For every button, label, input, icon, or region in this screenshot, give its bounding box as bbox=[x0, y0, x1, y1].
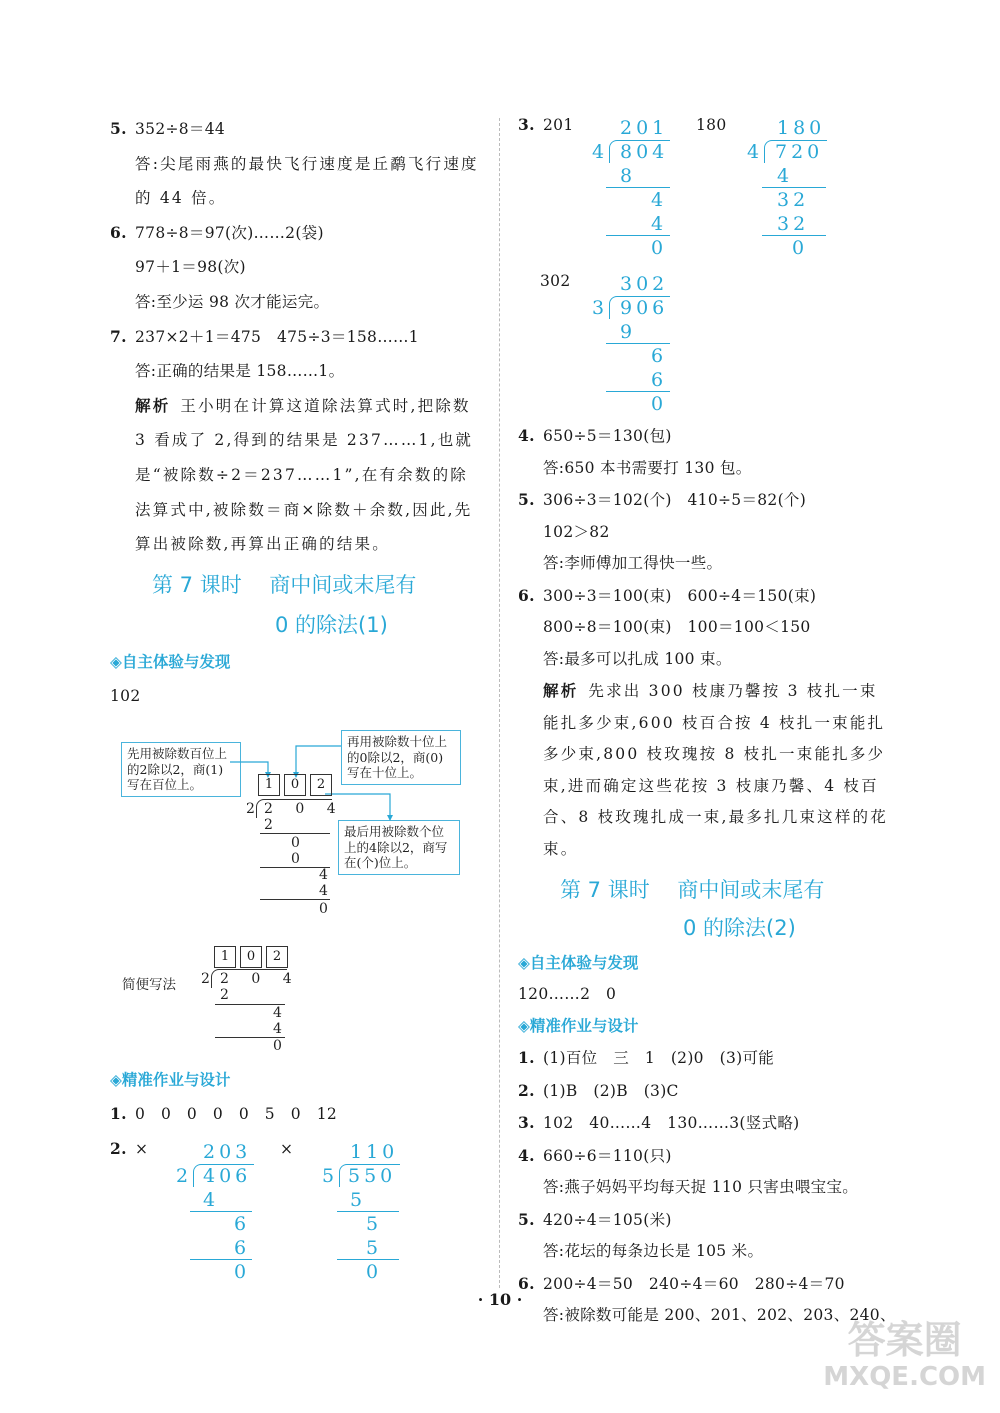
quotient: 180 bbox=[777, 117, 826, 139]
q3-answer-1: 3. 201 bbox=[518, 115, 574, 134]
q6-line: 6. 778÷8＝97(次)……2(袋) bbox=[110, 222, 324, 242]
q3-answer-3: 302 bbox=[540, 272, 571, 290]
step-2: 5 bbox=[366, 1213, 383, 1235]
h6-answer: 答:被除数可能是 200、201、202、203、240、 bbox=[543, 1306, 896, 1324]
step-1: 2 bbox=[220, 987, 239, 1003]
quotient-box-tens: 0 bbox=[240, 946, 262, 968]
h4-answer: 答:燕子妈妈平均每天捉 110 只害虫喂宝宝。 bbox=[543, 1178, 859, 1196]
divisor: 4 bbox=[592, 141, 609, 163]
h5-line: 5. 420÷4＝105(米) bbox=[518, 1209, 672, 1229]
quotient-box-hundreds: 1 bbox=[214, 946, 236, 968]
step-4: 0 bbox=[651, 393, 668, 415]
note-tens: 再用被除数十位上的0除以2，商(0)写在十位上。 bbox=[341, 730, 461, 785]
step-1: 4 bbox=[203, 1189, 220, 1211]
analysis-tag: 解析 bbox=[543, 681, 579, 700]
step-1: 4 bbox=[777, 165, 794, 187]
quotient: 201 bbox=[620, 117, 669, 139]
step-6: 0 bbox=[319, 901, 338, 917]
step-2: 6 bbox=[234, 1213, 251, 1235]
h5-answer: 答:花坛的每条边长是 105 米。 bbox=[543, 1242, 764, 1260]
step-1: 8 bbox=[620, 165, 637, 187]
step-3: 5 bbox=[366, 1237, 383, 1259]
q5-answer: 答:李师傅加工得快一些。 bbox=[543, 554, 723, 572]
lesson-subtitle: 0 的除法(1) bbox=[275, 612, 388, 637]
step-4: 0 bbox=[651, 237, 668, 259]
watermark-logo bbox=[823, 1318, 986, 1392]
divisor: 2 bbox=[176, 1165, 193, 1187]
step-3: 6 bbox=[651, 369, 668, 391]
section-explore: ◈自主体验与发现 bbox=[110, 652, 231, 671]
section-explore: ◈自主体验与发现 bbox=[518, 954, 639, 972]
section-homework: ◈精准作业与设计 bbox=[518, 1016, 639, 1035]
dividend: 804 bbox=[620, 141, 669, 163]
lesson-title: 第 7 课时 商中间或末尾有 bbox=[152, 572, 417, 597]
h6-line: 6. 200÷4＝50 240÷4＝60 280÷4＝70 bbox=[518, 1273, 845, 1293]
dividend: 2 0 4 bbox=[220, 971, 301, 987]
dividend: 550 bbox=[348, 1165, 397, 1187]
q6-answer: 答:最多可以扎成 100 束。 bbox=[543, 649, 732, 668]
quotient: 203 bbox=[203, 1141, 252, 1163]
step-2: 32 bbox=[777, 189, 810, 211]
step-4: 0 bbox=[273, 1038, 292, 1054]
q4-line: 4. 650÷5＝130(包) bbox=[518, 426, 672, 445]
q5-answer: 答:尖尾雨燕的最快飞行速度是丘鹬飞行速度的 44 倍。 bbox=[135, 154, 479, 208]
step-5: 4 bbox=[319, 883, 338, 899]
q6-answer: 答:至少运 98 次才能运完。 bbox=[135, 292, 330, 311]
divisor: 5 bbox=[322, 1165, 339, 1187]
quotient-box-ones: 2 bbox=[310, 774, 332, 796]
quotient-box-ones: 2 bbox=[266, 946, 288, 968]
q4-answer: 答:650 本书需要打 130 包。 bbox=[543, 458, 752, 477]
step-1: 2 bbox=[264, 817, 283, 833]
step-3: 0 bbox=[291, 851, 310, 867]
q5-line: 5. 352÷8＝44 bbox=[110, 119, 226, 138]
dividend: 720 bbox=[775, 141, 824, 163]
h1-line: 1. 0 0 0 0 0 5 0 12 bbox=[110, 1104, 338, 1123]
step-3: 32 bbox=[777, 213, 810, 235]
connector-arrows bbox=[0, 0, 500, 1000]
step-1: 5 bbox=[350, 1189, 367, 1211]
q6-line2: 97＋1＝98(次) bbox=[135, 258, 246, 277]
note-hundreds: 先用被除数百位上的2除以2，商(1)写在百位上。 bbox=[121, 742, 241, 797]
step-4: 4 bbox=[319, 867, 338, 883]
step-1: 9 bbox=[620, 321, 637, 343]
h2-line: 2. (1)B (2)B (3)C bbox=[518, 1080, 679, 1100]
lesson-subtitle: 0 的除法(2) bbox=[683, 916, 796, 940]
page-number: · 10 · bbox=[477, 1290, 523, 1309]
lesson-title: 第 7 课时 商中间或末尾有 bbox=[560, 878, 825, 902]
explore-answer: 120……2 0 bbox=[518, 985, 617, 1003]
step-4: 0 bbox=[792, 237, 809, 259]
watermark-url: MXQE.COM bbox=[823, 1362, 986, 1392]
q6-line2: 800÷8＝100(束) 100＝100＜150 bbox=[543, 618, 811, 636]
q7-answer: 答:正确的结果是 158……1。 bbox=[135, 362, 345, 381]
step-2: 4 bbox=[651, 189, 668, 211]
step-4: 0 bbox=[234, 1261, 251, 1283]
step-3: 4 bbox=[273, 1021, 292, 1037]
h2-mark: × bbox=[280, 1140, 294, 1158]
section-homework: ◈精准作业与设计 bbox=[110, 1071, 231, 1089]
q7-analysis: 解析 王小明在计算这道除法算式时,把除数 3 看成了 2,得到的结果是 237……1,也就是“被除数÷2＝237……1”,在有余数的除法算式中,被除数＝商×除数＋余数,因此,先算出被除数,再算出正确的结果。 bbox=[135, 395, 474, 554]
dividend: 2 0 4 bbox=[264, 801, 345, 817]
q7-line: 7. 237×2＋1＝475 475÷3＝158……1 bbox=[110, 326, 419, 346]
step-3: 4 bbox=[651, 213, 668, 235]
q5-line: 5. 306÷3＝102(个) 410÷5＝82(个) bbox=[518, 490, 807, 509]
quotient: 302 bbox=[620, 273, 669, 295]
q6-line: 6. 300÷3＝100(束) 600÷4＝150(束) bbox=[518, 585, 817, 605]
step-2: 4 bbox=[273, 1005, 292, 1021]
h1-line: 1. (1)百位 三 1 (2)0 (3)可能 bbox=[518, 1048, 775, 1067]
dividend: 406 bbox=[203, 1165, 252, 1187]
h4-line: 4. 660÷6＝110(只) bbox=[518, 1145, 672, 1165]
divisor: 2 bbox=[246, 801, 255, 817]
h2-num: 2. × bbox=[110, 1139, 149, 1158]
quotient: 110 bbox=[350, 1141, 399, 1163]
step-2: 6 bbox=[651, 345, 668, 367]
watermark-title: 答案圈 bbox=[847, 1318, 962, 1362]
step-4: 0 bbox=[366, 1261, 383, 1283]
explore-answer: 102 bbox=[110, 686, 141, 705]
quotient-box-hundreds: 1 bbox=[258, 774, 280, 796]
divisor: 3 bbox=[592, 297, 609, 319]
step-3: 6 bbox=[234, 1237, 251, 1259]
right-column bbox=[518, 420, 896, 1332]
analysis-tag: 解析 bbox=[135, 395, 171, 415]
h3-line: 3. 102 40……4 130……3(竖式略) bbox=[518, 1113, 800, 1132]
q5-line2: 102＞82 bbox=[543, 522, 610, 541]
q3-answer-2: 180 bbox=[696, 116, 727, 134]
note-ones: 最后用被除数个位上的4除以2，商写在(个)位上。 bbox=[338, 820, 460, 875]
divisor: 2 bbox=[201, 971, 210, 987]
step-2: 0 bbox=[291, 835, 310, 851]
dividend: 906 bbox=[620, 297, 669, 319]
quotient-box-tens: 0 bbox=[284, 774, 306, 796]
simple-label: 简便写法 bbox=[122, 977, 176, 993]
q6-analysis: 解析 先求出 300 枝康乃馨按 3 枝扎一束能扎多少束,600 枝百合按 4 枝扎一束能扎多少束,800 枝玫瑰按 8 枝扎一束能扎多少束,进而确定这些花按 3 枝康乃馨、4 枝百合、8 枝玫瑰扎成一束,最多扎几束这样的花束。 bbox=[543, 681, 888, 858]
divisor: 4 bbox=[747, 141, 764, 163]
